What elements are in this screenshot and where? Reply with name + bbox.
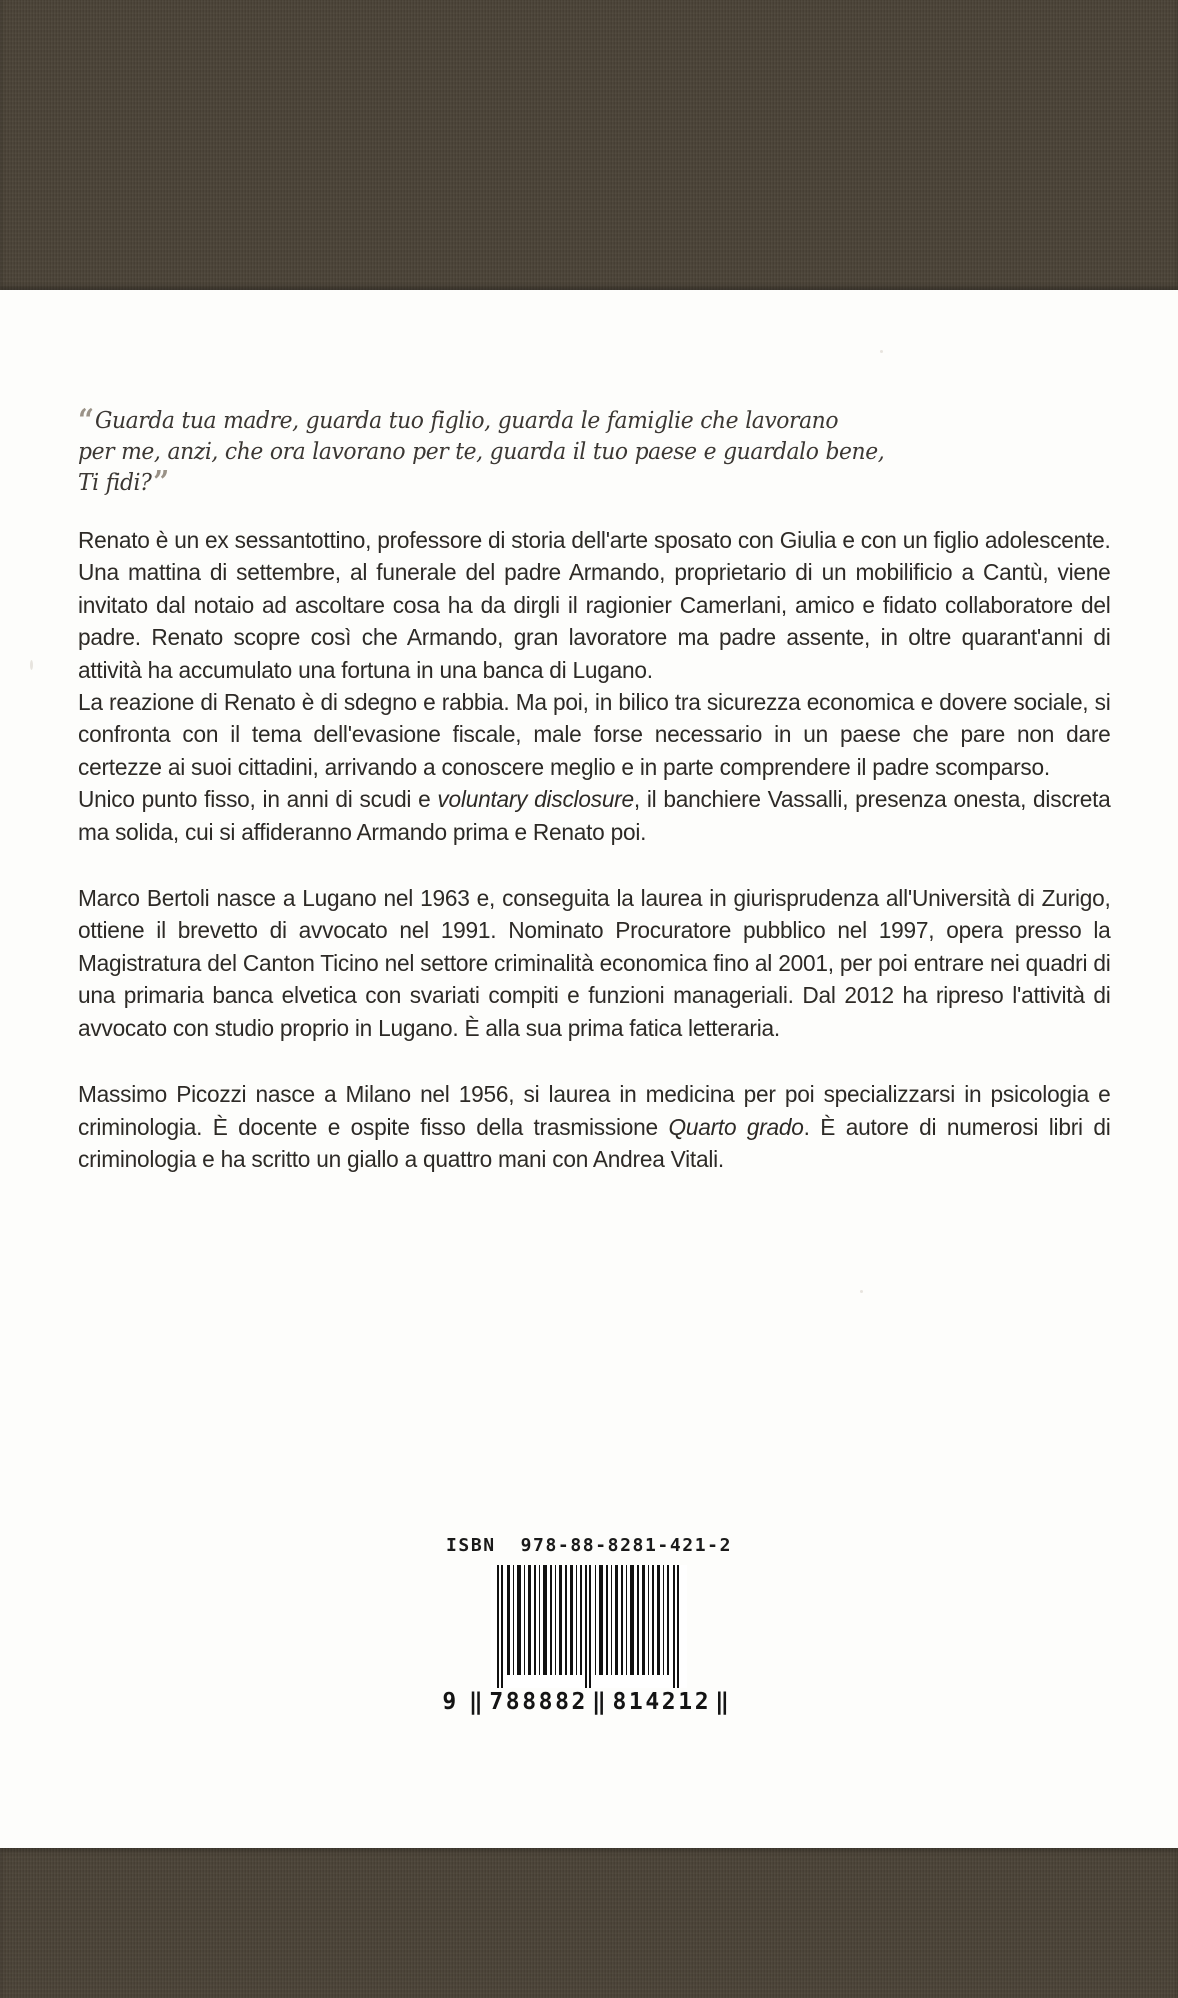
isbn-barcode-block: [0, 1535, 1178, 1715]
blurb-p3-text-before: Unico punto fisso, in anni di scudi e: [78, 786, 438, 813]
blurb-paragraph-2: La reazione di Renato è di sdegno e rabbia. Ma poi, in bilico tra sicurezza economica e dovere sociale, si confronta con il tema dell'evasione fiscale, male forse necessario in un paese che pare non dare certezze ai suoi cittadini, arrivando a conoscere meglio e in parte comprendere il padre scomparso.: [78, 689, 1111, 780]
barcode-left-group: 788882: [489, 1689, 588, 1715]
barcode-guard-right: ‖: [715, 1689, 732, 1715]
isbn-label: ISBN: [445, 1535, 496, 1556]
barcode-right-group: 814212: [612, 1689, 712, 1715]
bottom-color-band: [0, 1848, 1178, 1998]
blurb-paragraph-1: Renato è un ex sessantottino, professore di storia dell'arte sposato con Giulia e con un figlio adolescente. Una mattina di settembre, al funerale del padre Armando, proprietario di un mobilificio a Cantù, viene invitato dal notaio ad ascoltare cosa ha da dirgli il ragionier Camerlani, amico e fidato collaboratore del padre. Renato scopre così che Armando, gran lavoratore ma padre assente, in oltre quarant'anni di attività ha accumulato una fortuna in una banca di Lugano.: [78, 527, 1111, 683]
author-bio-massimo-picozzi: [78, 1078, 1111, 1175]
quote-line-2: per me, anzi, che ora lavorano per te, guarda il tuo paese e guardalo bene,: [78, 437, 885, 465]
blurb-p3-text-after: , il banchiere Vassalli, presenza onesta, discreta ma solida, cui si affideranno Armando prima e Renato poi.: [78, 786, 1111, 845]
barcode-guard-left: ‖: [468, 1689, 486, 1715]
barcode-lead-digit: 9: [442, 1689, 459, 1715]
isbn-text: [0, 1535, 1178, 1556]
top-color-band: [0, 0, 1178, 290]
quote-close-mark: ”: [153, 465, 168, 500]
quote-line-1: Guarda tua madre, guarda tuo figlio, guarda le famiglie che lavorano: [94, 406, 839, 434]
quote-line-3: Ti fidi?: [78, 468, 152, 496]
blurb-p3-italic-term: voluntary disclosure: [437, 786, 634, 813]
quote-open-mark: “: [78, 403, 93, 438]
barcode-digits: [442, 1689, 735, 1715]
author1-bio-text: Marco Bertoli nasce a Lugano nel 1963 e, conseguita la laurea in giurisprudenza all'Università di Zurigo, ottiene il brevetto di avvocato nel 1991. Nominato Procuratore pubblico nel 1997, opera presso la Magistratura del Canton Ticino nel settore criminalità economica fino al 2001, per poi entrare nei quadri di una primaria banca elvetica con svariati compiti e funzioni manageriali. Dal 2012 ha ripreso l'attività di avvocato con studio proprio in Lugano. È alla sua prima fatica letteraria.: [78, 885, 1111, 1041]
blurb-paragraph-3: [78, 783, 1111, 848]
barcode-wrapper: [442, 1565, 735, 1715]
author2-bio-text: [78, 1078, 1111, 1175]
back-cover-text-area: [0, 290, 1178, 1848]
author-bio-marco-bertoli: [78, 882, 1111, 1044]
barcode-guard-center: ‖: [592, 1689, 609, 1715]
book-blurb: [78, 524, 1111, 848]
pull-quote: [78, 405, 1106, 498]
ean13-barcode: [491, 1565, 687, 1688]
isbn-number: 978-88-8281-421-2: [520, 1535, 733, 1556]
cover-content: [78, 290, 1110, 1175]
author2-text-before: Massimo Picozzi nasce a Milano nel 1956, si laurea in medicina per poi specializzarsi in psicologia e criminologia. È docente e ospite fisso della trasmissione: [78, 1081, 1111, 1140]
author2-text-after: . È autore di numerosi libri di criminologia e ha scritto un giallo a quattro mani con Andrea Vitali.: [78, 1113, 1111, 1172]
author2-italic-title: Quarto grado: [668, 1113, 804, 1140]
